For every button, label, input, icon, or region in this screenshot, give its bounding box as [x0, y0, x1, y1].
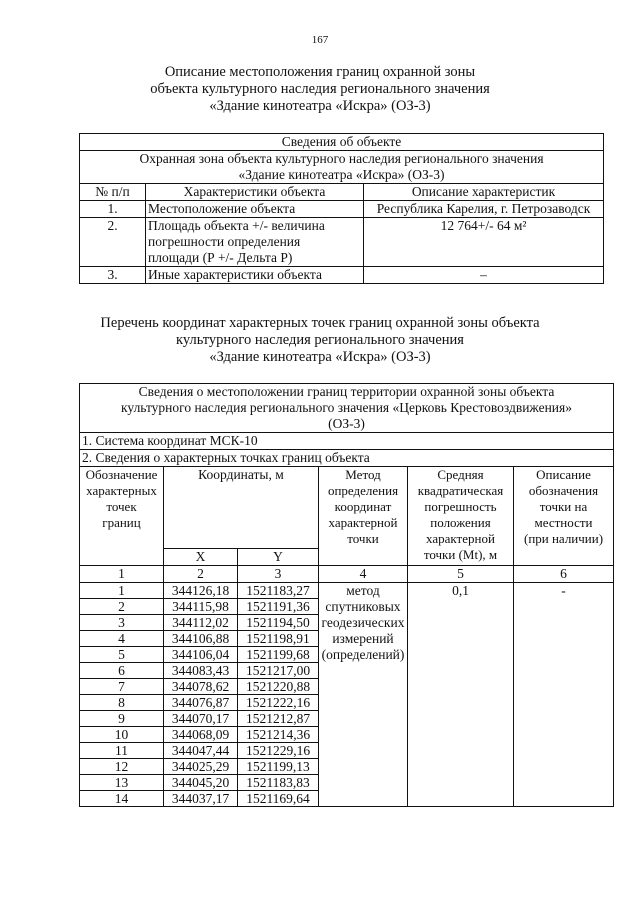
heading-line: Перечень координат характерных точек границ охранной зоны объекта: [100, 315, 540, 331]
text-line: спутниковых: [325, 599, 401, 614]
heading-line: «Здание кинотеатра «Искра» (ОЗ-3): [209, 98, 431, 114]
point-y: 1521220,88: [238, 679, 319, 695]
object-info-title: Сведения об объекте: [80, 134, 604, 151]
points-heading: 2. Сведения о характерных точках границ объекта: [80, 450, 614, 467]
text-line: определения: [327, 483, 399, 498]
point-y: 1521199,68: [238, 647, 319, 663]
text-line: точки: [347, 531, 379, 546]
point-number: 4: [80, 631, 164, 647]
point-y: 1521212,87: [238, 711, 319, 727]
column-header-point-description: [514, 467, 614, 566]
point-number: 1: [80, 583, 164, 599]
coordinates-table-title: [80, 384, 614, 433]
point-x: 344106,04: [164, 647, 238, 663]
column-number: 4: [319, 566, 408, 583]
title-line: Сведения о местоположении границ территории охранной зоны объекта: [138, 384, 555, 399]
text-line: геодезических: [321, 615, 405, 630]
column-number: 3: [238, 566, 319, 583]
row-characteristic: Местоположение объекта: [146, 201, 364, 218]
text-line: метод: [346, 583, 380, 598]
heading-line: Описание местоположения границ охранной зоны: [164, 64, 476, 80]
column-header-x: X: [164, 549, 238, 566]
table-row: [80, 583, 614, 599]
object-info-subtitle: [80, 151, 604, 184]
point-y: 1521214,36: [238, 727, 319, 743]
text-line: обозначения: [528, 483, 599, 498]
text-line: точки на: [539, 499, 588, 514]
text-line: измерений: [332, 631, 394, 646]
coordinate-system: 1. Система координат МСК-10: [80, 433, 614, 450]
point-number: 11: [80, 743, 164, 759]
method-cell: [319, 583, 408, 807]
heading-line: объекта культурного наследия регионального значения: [150, 81, 490, 97]
column-header-description: Описание характеристик: [364, 184, 604, 201]
text-line: погрешность: [424, 499, 497, 514]
point-number: 2: [80, 599, 164, 615]
table-row: [80, 218, 604, 267]
row-characteristic: Иные характеристики объекта: [146, 267, 364, 284]
point-x: 344112,02: [164, 615, 238, 631]
point-x: 344047,44: [164, 743, 238, 759]
column-header-method: [319, 467, 408, 566]
point-number: 5: [80, 647, 164, 663]
point-x: 344106,88: [164, 631, 238, 647]
document-heading: [0, 64, 640, 115]
point-number: 6: [80, 663, 164, 679]
point-y: 1521229,16: [238, 743, 319, 759]
column-number: 5: [408, 566, 514, 583]
text-line: характерных: [86, 483, 157, 498]
page-number: 167: [311, 34, 329, 46]
text-line: положения: [430, 515, 491, 530]
point-y: 1521222,16: [238, 695, 319, 711]
row-number: 1.: [80, 201, 146, 218]
point-y: 1521199,13: [238, 759, 319, 775]
text-line: границ: [102, 515, 141, 530]
point-x: 344045,20: [164, 775, 238, 791]
heading-line: «Здание кинотеатра «Искра» (ОЗ-3): [209, 349, 431, 365]
point-x: 344037,17: [164, 791, 238, 807]
column-numbers-row: [80, 566, 614, 583]
point-number: 7: [80, 679, 164, 695]
text-line: координат: [334, 499, 392, 514]
point-number: 14: [80, 791, 164, 807]
point-x: 344076,87: [164, 695, 238, 711]
row-number: 2.: [80, 218, 146, 267]
point-y: 1521194,50: [238, 615, 319, 631]
text-line: площади (Р +/- Дельта Р): [148, 250, 293, 265]
title-line: культурного наследия регионального значения «Церковь Крестовоздвижения»: [121, 400, 572, 415]
text-line: Обозначение: [85, 467, 158, 482]
point-x: 344078,62: [164, 679, 238, 695]
coordinates-heading: [0, 315, 640, 366]
column-number: 1: [80, 566, 164, 583]
text-line: (при наличии): [523, 531, 604, 546]
text-line: Площадь объекта +/- величина: [148, 218, 325, 233]
table-row: [80, 267, 604, 284]
text-line: Метод: [345, 467, 381, 482]
point-x: 344115,98: [164, 599, 238, 615]
error-cell: 0,1: [408, 583, 514, 807]
point-number: 9: [80, 711, 164, 727]
text-line: погрешности определения: [148, 234, 301, 249]
row-characteristic: [146, 218, 364, 267]
column-header-num: № п/п: [80, 184, 146, 201]
text-line: квадратическая: [417, 483, 504, 498]
point-number: 10: [80, 727, 164, 743]
row-description: 12 764+/- 64 м²: [364, 218, 604, 267]
text-line: местности: [534, 515, 593, 530]
point-x: 344083,43: [164, 663, 238, 679]
point-description-cell: -: [514, 583, 614, 807]
row-description: –: [364, 267, 604, 284]
point-number: 8: [80, 695, 164, 711]
table-row: [80, 201, 604, 218]
point-x: 344126,18: [164, 583, 238, 599]
text-line: Средняя: [437, 467, 484, 482]
point-number: 13: [80, 775, 164, 791]
column-header-characteristics: Характеристики объекта: [146, 184, 364, 201]
point-y: 1521169,64: [238, 791, 319, 807]
column-number: 6: [514, 566, 614, 583]
point-x: 344068,09: [164, 727, 238, 743]
heading-line: культурного наследия регионального значения: [176, 332, 464, 348]
row-description: Республика Карелия, г. Петрозаводск: [364, 201, 604, 218]
column-header-coordinates: Координаты, м: [164, 467, 319, 549]
point-x: 344070,17: [164, 711, 238, 727]
point-y: 1521217,00: [238, 663, 319, 679]
row-number: 3.: [80, 267, 146, 284]
point-x: 344025,29: [164, 759, 238, 775]
text-line: точек: [106, 499, 137, 514]
column-header-error: [408, 467, 514, 566]
column-header-point: [80, 467, 164, 566]
column-number: 2: [164, 566, 238, 583]
point-number: 3: [80, 615, 164, 631]
object-info-table: [79, 133, 604, 284]
column-header-y: Y: [238, 549, 319, 566]
subtitle-line: «Здание кинотеатра «Искра» (ОЗ-3): [238, 167, 445, 182]
text-line: (определений): [321, 647, 405, 662]
point-y: 1521183,27: [238, 583, 319, 599]
title-line: (ОЗ-3): [328, 416, 365, 431]
point-y: 1521191,36: [238, 599, 319, 615]
subtitle-line: Охранная зона объекта культурного наследия регионального значения: [139, 151, 544, 166]
text-line: Описание: [536, 467, 591, 482]
text-line: точки (Mt), м: [423, 547, 498, 562]
text-line: характерной: [426, 531, 495, 546]
coordinates-table: [79, 383, 614, 807]
point-y: 1521183,83: [238, 775, 319, 791]
point-number: 12: [80, 759, 164, 775]
point-y: 1521198,91: [238, 631, 319, 647]
text-line: характерной: [328, 515, 398, 530]
